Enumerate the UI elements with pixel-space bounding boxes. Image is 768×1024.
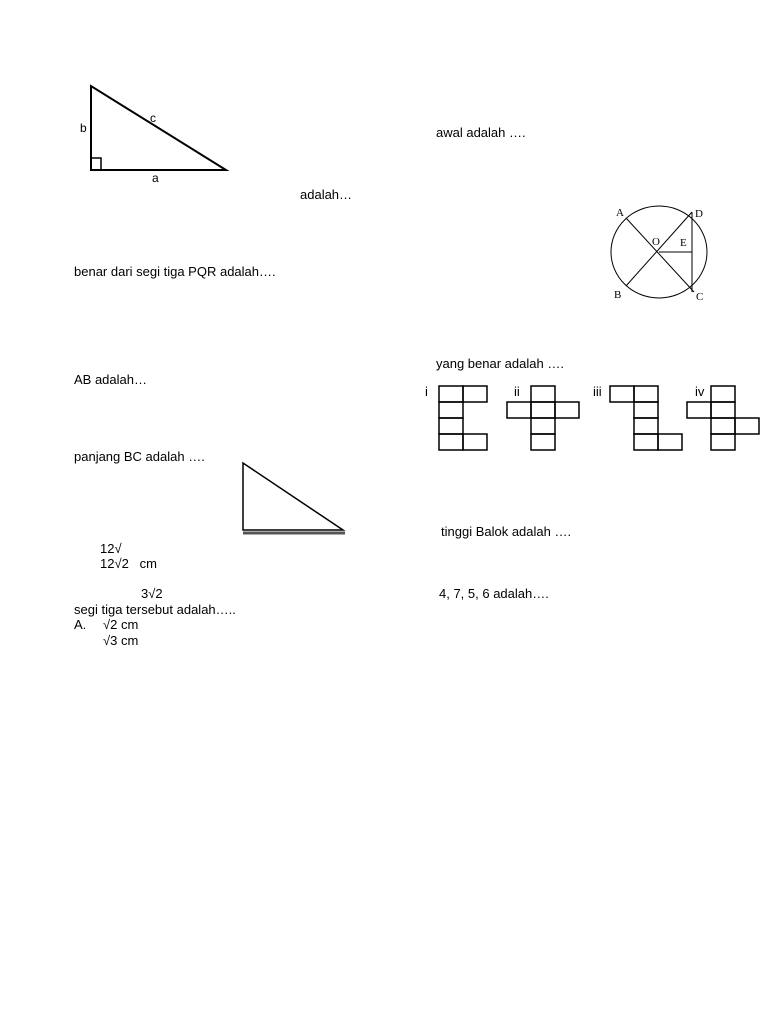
right-question-2-ending: yang benar adalah …. (436, 356, 564, 371)
question-1-ending: adalah… (300, 187, 353, 202)
option-12-root-2-cm: 12√2 cm (100, 556, 157, 571)
option-a-letter: A. (74, 617, 87, 632)
circle-label-o: O (652, 236, 660, 248)
option-3-root-2: 3√2 (141, 586, 163, 601)
right-triangle-abc-figure (80, 80, 240, 190)
option-12-root: 12√ (100, 541, 122, 556)
circle-label-e: E (680, 237, 687, 249)
circle-label-a: A (616, 207, 624, 219)
cube-net-iv (686, 385, 764, 451)
cube-net-ii (506, 385, 582, 451)
option-a-value: √2 cm (103, 617, 139, 632)
circle-label-c: C (696, 291, 704, 303)
net-label-iii: iii (593, 384, 602, 399)
question-2-ending: benar dari segi tiga PQR adalah…. (74, 264, 276, 279)
circle-figure (606, 200, 726, 310)
net-label-ii: ii (514, 384, 520, 399)
question-3-ending: AB adalah… (74, 372, 147, 387)
circle-label-d: D (695, 208, 703, 220)
right-question-4-ending: 4, 7, 5, 6 adalah…. (439, 586, 549, 601)
net-label-iv: iv (695, 384, 705, 399)
option-b-value: √3 cm (103, 633, 139, 648)
question-4-ending: panjang BC adalah …. (74, 449, 205, 464)
cube-net-i (438, 385, 490, 451)
circle-label-b: B (614, 289, 622, 301)
label-c: c (150, 111, 156, 125)
right-question-3-ending: tinggi Balok adalah …. (441, 524, 572, 539)
label-b: b (80, 121, 87, 135)
question-5-ending: segi tiga tersebut adalah….. (74, 602, 236, 617)
right-question-1-ending: awal adalah …. (436, 125, 526, 140)
cube-net-iii (609, 385, 685, 451)
label-a: a (152, 171, 159, 185)
net-label-i: i (425, 384, 428, 399)
triangle-bc-figure (238, 458, 350, 536)
